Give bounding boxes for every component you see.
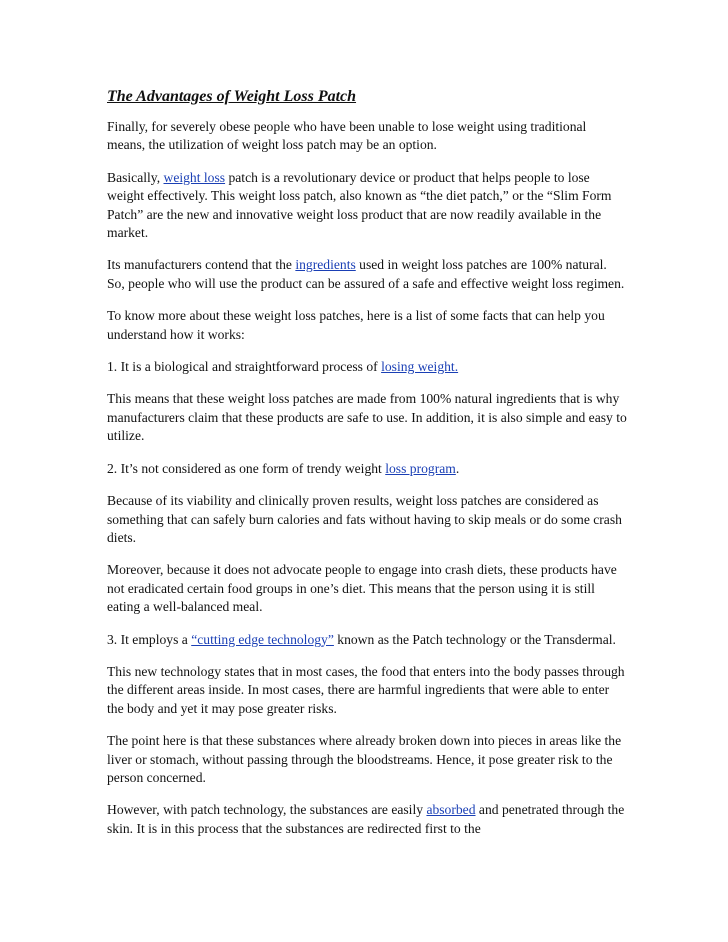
paragraph-text: 2. It’s not considered as one form of trendy weight [107, 460, 386, 476]
paragraph-manufacturers [107, 256, 627, 293]
paragraph-point: The point here is that these substances where already broken down into pieces in areas like the liver or stomach, without passing through the bloodstreams. Hence, it pose greater risk to the person concerned. [107, 733, 622, 785]
paragraph-text: 1. It is a biological and straightforward process of [107, 359, 382, 375]
paragraph-intro: Finally, for severely obese people who have been unable to lose weight using traditional means, the utilization of weight loss patch may be an option. [107, 119, 587, 153]
paragraph-text: . [455, 460, 460, 476]
paragraph-text: used in weight loss patches are 100% natural. So, people who will use the product can be assured of a safe and effective weight loss regimen. [107, 257, 625, 291]
loss-program-link[interactable]: loss program [385, 460, 456, 476]
list-item-3 [107, 631, 627, 649]
losing-weight-link[interactable]: losing weight. [381, 359, 459, 375]
cutting-edge-technology-link[interactable]: “cutting edge technology” [191, 631, 334, 647]
weight-loss-link[interactable]: weight loss [163, 169, 226, 185]
paragraph-viability: Because of its viability and clinically proven results, weight loss patches are considered as something that can safely burn calories and fats without having to skip meals or do some crash diets. [107, 493, 622, 545]
list-item-2 [107, 460, 627, 478]
paragraph-text: However, with patch technology, the substances are easily [107, 802, 427, 818]
list-item-1 [107, 358, 627, 376]
paragraph-text: known as the Patch technology or the Transdermal. [333, 631, 616, 647]
paragraph-text: patch is a revolutionary device or product that helps people to lose weight effectively. This weight loss patch, also known as “the diet patch,” or the “Slim Form Patch” are the new and innovative weight loss product that are now readily available in the market. [107, 169, 612, 241]
document-title: The Advantages of Weight Loss Patch [107, 88, 357, 105]
paragraph-facts-intro: To know more about these weight loss patches, here is a list of some facts that can help you understand how it works: [107, 308, 605, 342]
document-page [107, 86, 627, 852]
absorbed-link[interactable]: absorbed [426, 802, 476, 818]
paragraph-text: 3. It employs a [107, 631, 192, 647]
paragraph-text: and penetrated through the skin. It is in this process that the substances are redirected first to the [107, 802, 625, 836]
paragraph-however [107, 801, 627, 838]
paragraph-text: Its manufacturers contend that the [107, 257, 296, 273]
ingredients-link[interactable]: ingredients [295, 257, 356, 273]
paragraph-new-technology: This new technology states that in most cases, the food that enters into the body passes through the different areas inside. In most cases, there are harmful ingredients that were able to enter the body and yet it may pose greater risks. [107, 663, 625, 716]
paragraph-text: Basically, [107, 169, 164, 185]
paragraph-moreover: Moreover, because it does not advocate people to engage into crash diets, these products have not eradicated certain food groups in one’s diet. This means that the person using it is still eating a well-balanced meal. [107, 562, 617, 615]
paragraph-natural-ingredients: This means that these weight loss patches are made from 100% natural ingredients that is why manufacturers claim that these products are safe to use. In addition, it is also simple and easy to utilize. [107, 391, 627, 444]
paragraph-basically [107, 169, 627, 243]
